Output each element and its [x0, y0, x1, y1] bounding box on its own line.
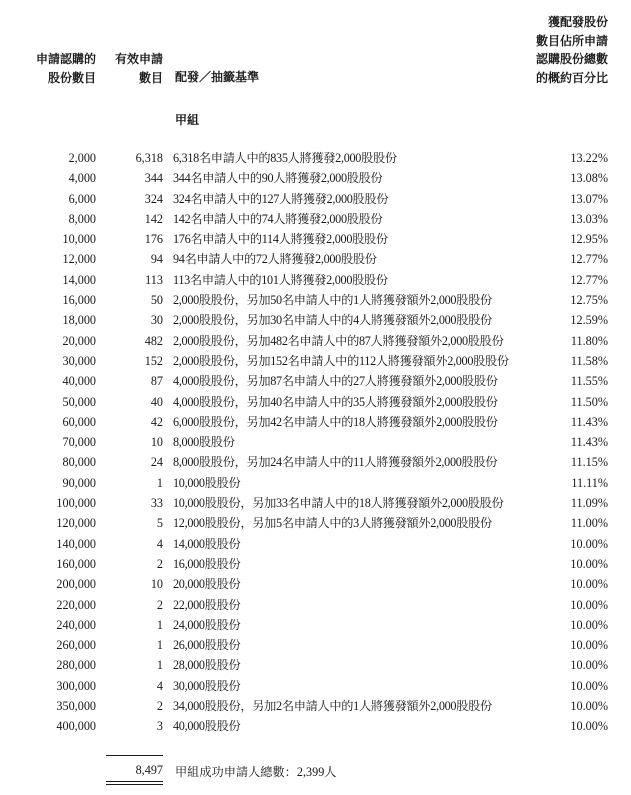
table-row: [18, 574, 608, 594]
table-row: [18, 452, 608, 472]
cell-spacer: [163, 270, 173, 290]
cell-spacer: [96, 290, 110, 310]
cell-spacer: [163, 452, 173, 472]
header-valid-applications-line2: 數目: [138, 70, 163, 85]
cell-spacer: [96, 310, 110, 330]
header-percentage-line3: 認購股份總數: [535, 52, 608, 66]
cell-percentage: 10.00%: [570, 536, 608, 551]
table-row: [18, 168, 608, 188]
cell-shares-applied: 10,000: [62, 232, 96, 247]
table-row: [18, 493, 608, 513]
cell-allocation-basis: 2,000股股份，另加30名申請人中的4人將獲發額外2,000股股份: [173, 313, 492, 328]
cell-spacer: [96, 412, 110, 432]
cell-spacer: [163, 595, 173, 615]
cell-spacer: [96, 676, 110, 696]
cell-percentage: 11.80%: [570, 333, 608, 348]
header-valid-applications: [110, 50, 163, 87]
cell-spacer: [96, 493, 110, 513]
cell-percentage: 11.58%: [570, 353, 608, 368]
cell-spacer: [96, 635, 110, 655]
cell-spacer: [163, 615, 173, 635]
cell-allocation-basis: 4,000股股份，另加40名申請人中的35人將獲發額外2,000股股份: [173, 394, 498, 409]
cell-allocation-basis: 94名申請人中的72人將獲發2,000股股份: [173, 252, 377, 267]
table-row: [18, 716, 608, 736]
cell-valid-applications: 40: [150, 394, 163, 409]
cell-percentage: 13.22%: [570, 151, 608, 165]
cell-spacer: [163, 696, 173, 716]
cell-shares-applied: 120,000: [56, 516, 96, 531]
table-row: [18, 392, 608, 412]
cell-allocation-basis: 28,000股股份: [173, 658, 241, 673]
cell-shares-applied: 16,000: [62, 293, 96, 308]
cell-spacer: [163, 168, 173, 188]
cell-spacer: [163, 655, 173, 675]
table-row: [18, 351, 608, 371]
cell-percentage: 10.00%: [570, 577, 608, 592]
cell-percentage: 10.00%: [570, 699, 608, 714]
cell-spacer: [96, 371, 110, 391]
cell-percentage: 12.95%: [570, 232, 608, 247]
cell-spacer: [96, 168, 110, 188]
cell-allocation-basis: 30,000股股份: [173, 678, 241, 693]
cell-spacer: [163, 635, 173, 655]
total-divider-top: [106, 755, 163, 756]
cell-spacer: [96, 270, 110, 290]
cell-shares-applied: 80,000: [62, 455, 96, 470]
cell-shares-applied: 350,000: [56, 699, 96, 714]
cell-percentage: 11.11%: [571, 475, 608, 490]
table-row: [18, 554, 608, 574]
cell-shares-applied: 220,000: [56, 597, 96, 612]
cell-shares-applied: 40,000: [62, 374, 96, 389]
cell-percentage: 12.77%: [570, 272, 608, 287]
cell-valid-applications: 10: [150, 435, 163, 450]
cell-valid-applications: 5: [156, 516, 163, 531]
cell-spacer: [163, 290, 173, 310]
cell-spacer: [163, 209, 173, 229]
cell-allocation-basis: 344名申請人中的90人將獲發2,000股股份: [173, 171, 383, 186]
cell-percentage: 11.09%: [570, 496, 608, 511]
group-label: 甲組: [175, 113, 200, 127]
cell-spacer: [96, 595, 110, 615]
cell-allocation-basis: 40,000股股份: [173, 719, 241, 734]
cell-allocation-basis: 24,000股股份: [173, 617, 241, 632]
cell-spacer: [96, 229, 110, 249]
header-percentage-line4: 的概約百分比: [535, 70, 608, 85]
cell-spacer: [96, 148, 110, 168]
cell-valid-applications: 30: [150, 313, 163, 328]
cell-spacer: [96, 513, 110, 533]
cell-spacer: [163, 513, 173, 533]
cell-percentage: 11.50%: [570, 394, 608, 409]
cell-allocation-basis: 113名申請人中的101人將獲發2,000股股份: [173, 272, 388, 287]
cell-allocation-basis: 22,000股股份: [173, 597, 241, 612]
cell-shares-applied: 240,000: [56, 617, 96, 632]
cell-percentage: 13.08%: [570, 171, 608, 186]
table-row: [18, 209, 608, 229]
cell-spacer: [163, 331, 173, 351]
cell-spacer: [96, 655, 110, 675]
cell-allocation-basis: 10,000股股份，另加33名申請人中的18人將獲發額外2,000股股份: [173, 496, 504, 511]
cell-spacer: [163, 473, 173, 493]
cell-shares-applied: 50,000: [62, 394, 96, 409]
table-row: [18, 676, 608, 696]
cell-spacer: [163, 534, 173, 554]
cell-valid-applications: 33: [150, 496, 163, 511]
cell-shares-applied: 12,000: [62, 252, 96, 267]
cell-spacer: [96, 432, 110, 452]
cell-allocation-basis: 8,000股股份，另加24名申請人中的11人將獲發額外2,000股股份: [173, 455, 498, 470]
cell-valid-applications: 1: [156, 475, 163, 490]
cell-shares-applied: 4,000: [68, 171, 96, 186]
header-percentage: [520, 13, 608, 87]
cell-spacer: [163, 432, 173, 452]
cell-valid-applications: 482: [144, 333, 163, 348]
cell-shares-applied: 90,000: [62, 475, 96, 490]
table-row: [18, 331, 608, 351]
header-shares-applied-line2: 股份數目: [47, 70, 96, 85]
header-valid-applications-line1: 有效申請: [114, 52, 163, 66]
cell-shares-applied: 18,000: [62, 313, 96, 328]
cell-spacer: [96, 716, 110, 736]
cell-shares-applied: 30,000: [62, 353, 96, 368]
cell-allocation-basis: 176名申請人中的114人將獲發2,000股股份: [173, 232, 388, 247]
cell-allocation-basis: 2,000股股份，另加50名申請人中的1人將獲發額外2,000股股份: [173, 293, 492, 308]
table-row: [18, 371, 608, 391]
cell-shares-applied: 160,000: [56, 556, 96, 571]
cell-spacer: [163, 189, 173, 209]
cell-shares-applied: 14,000: [62, 272, 96, 287]
cell-shares-applied: 280,000: [56, 658, 96, 673]
cell-spacer: [163, 249, 173, 269]
cell-valid-applications: 2: [156, 556, 163, 571]
cell-spacer: [96, 615, 110, 635]
cell-valid-applications: 113: [145, 272, 163, 287]
cell-valid-applications: 6,318: [135, 151, 163, 165]
cell-spacer: [163, 371, 173, 391]
cell-spacer: [163, 392, 173, 412]
cell-percentage: 11.00%: [570, 516, 608, 531]
cell-valid-applications: 4: [156, 678, 163, 693]
cell-valid-applications: 1: [156, 617, 163, 632]
header-basis-text: 配發／抽籤基準: [175, 70, 260, 84]
cell-valid-applications: 2: [156, 597, 163, 612]
cell-allocation-basis: 26,000股股份: [173, 638, 241, 653]
cell-spacer: [163, 229, 173, 249]
cell-valid-applications: 94: [150, 252, 163, 267]
cell-shares-applied: 400,000: [56, 719, 96, 734]
cell-spacer: [163, 412, 173, 432]
cell-spacer: [163, 554, 173, 574]
cell-spacer: [96, 473, 110, 493]
total-valid-applications: 8,497: [135, 763, 163, 777]
cell-valid-applications: 176: [144, 232, 163, 247]
table-row: [18, 635, 608, 655]
cell-shares-applied: 140,000: [56, 536, 96, 551]
cell-spacer: [96, 554, 110, 574]
cell-shares-applied: 200,000: [56, 577, 96, 592]
header-shares-applied-line1: 申請認購的: [35, 52, 96, 66]
cell-shares-applied: 100,000: [56, 496, 96, 511]
table-row: [18, 473, 608, 493]
table-row: [18, 189, 608, 209]
cell-shares-applied: 8,000: [68, 211, 96, 226]
cell-spacer: [163, 574, 173, 594]
cell-percentage: 10.00%: [570, 556, 608, 571]
cell-spacer: [96, 696, 110, 716]
cell-valid-applications: 42: [150, 414, 163, 429]
cell-valid-applications: 24: [150, 455, 163, 470]
cell-shares-applied: 300,000: [56, 678, 96, 693]
cell-spacer: [96, 249, 110, 269]
table-row: [18, 290, 608, 310]
table-row: [18, 229, 608, 249]
cell-spacer: [96, 351, 110, 371]
cell-valid-applications: 324: [144, 191, 163, 206]
cell-valid-applications: 152: [144, 353, 163, 368]
cell-valid-applications: 87: [150, 374, 163, 389]
cell-percentage: 11.55%: [570, 374, 608, 389]
cell-spacer: [96, 452, 110, 472]
cell-valid-applications: 2: [156, 699, 163, 714]
table-row: [18, 696, 608, 716]
cell-percentage: 10.00%: [570, 658, 608, 673]
table-row: [18, 615, 608, 635]
cell-shares-applied: 60,000: [62, 414, 96, 429]
cell-valid-applications: 10: [150, 577, 163, 592]
cell-allocation-basis: 34,000股股份，另加2名申請人中的1人將獲發額外2,000股股份: [173, 699, 492, 714]
cell-allocation-basis: 12,000股股份，另加5名申請人中的3人將獲發額外2,000股股份: [173, 516, 492, 531]
cell-valid-applications: 344: [144, 171, 163, 186]
cell-shares-applied: 70,000: [62, 435, 96, 450]
cell-allocation-basis: 10,000股股份: [173, 475, 241, 490]
cell-percentage: 10.00%: [570, 597, 608, 612]
table-row: [18, 432, 608, 452]
cell-percentage: 13.03%: [570, 211, 608, 226]
cell-allocation-basis: 14,000股股份: [173, 536, 241, 551]
cell-shares-applied: 260,000: [56, 638, 96, 653]
cell-spacer: [163, 310, 173, 330]
cell-valid-applications: 3: [156, 719, 163, 734]
cell-percentage: 10.00%: [570, 617, 608, 632]
cell-allocation-basis: 6,000股股份，另加42名申請人中的18人將獲發額外2,000股股份: [173, 414, 498, 429]
cell-spacer: [96, 534, 110, 554]
cell-percentage: 12.59%: [570, 313, 608, 328]
cell-allocation-basis: 16,000股股份: [173, 556, 241, 571]
cell-spacer: [163, 148, 173, 168]
cell-percentage: 12.77%: [570, 252, 608, 267]
total-successful-applicants: 甲組成功申請人總數：2,399人: [175, 765, 337, 779]
table-row: [18, 655, 608, 675]
table-row: [18, 148, 608, 168]
allocation-table: [18, 148, 608, 737]
cell-spacer: [96, 574, 110, 594]
cell-percentage: 13.07%: [570, 191, 608, 206]
allocation-table-body: [18, 148, 608, 737]
cell-percentage: 12.75%: [570, 293, 608, 308]
header-percentage-line1: 獲配發股份: [547, 15, 608, 29]
cell-valid-applications: 4: [156, 536, 163, 551]
cell-percentage: 11.43%: [570, 414, 608, 429]
cell-allocation-basis: 2,000股股份，另加482名申請人中的87人將獲發額外2,000股股份: [173, 333, 504, 348]
table-row: [18, 310, 608, 330]
cell-shares-applied: 2,000: [68, 151, 96, 165]
total-divider-bottom-1: [106, 781, 163, 782]
cell-valid-applications: 1: [156, 638, 163, 653]
cell-spacer: [96, 331, 110, 351]
cell-allocation-basis: 142名申請人中的74人將獲發2,000股股份: [173, 211, 383, 226]
header-percentage-line2: 數目佔所申請: [535, 33, 608, 48]
cell-spacer: [163, 351, 173, 371]
cell-shares-applied: 6,000: [68, 191, 96, 206]
cell-valid-applications: 1: [156, 658, 163, 673]
cell-spacer: [163, 716, 173, 736]
cell-spacer: [96, 189, 110, 209]
cell-spacer: [96, 392, 110, 412]
table-row: [18, 412, 608, 432]
cell-percentage: 10.00%: [570, 638, 608, 653]
cell-allocation-basis: 6,318名申請人中的835人將獲發2,000股股份: [173, 151, 397, 165]
cell-allocation-basis: 4,000股股份，另加87名申請人中的27人將獲發額外2,000股股份: [173, 374, 498, 389]
cell-percentage: 10.00%: [570, 678, 608, 693]
header-shares-applied: [18, 50, 96, 87]
table-row: [18, 270, 608, 290]
cell-spacer: [96, 209, 110, 229]
table-row: [18, 595, 608, 615]
cell-allocation-basis: 324名申請人中的127人將獲發2,000股股份: [173, 191, 389, 206]
cell-allocation-basis: 2,000股股份，另加152名申請人中的112人將獲發額外2,000股股份: [173, 353, 509, 368]
cell-spacer: [163, 493, 173, 513]
table-row: [18, 534, 608, 554]
cell-valid-applications: 50: [150, 293, 163, 308]
cell-allocation-basis: 20,000股股份: [173, 577, 241, 592]
cell-shares-applied: 20,000: [62, 333, 96, 348]
cell-percentage: 10.00%: [570, 719, 608, 734]
table-row: [18, 249, 608, 269]
cell-valid-applications: 142: [144, 211, 163, 226]
header-basis: [175, 68, 259, 87]
cell-percentage: 11.15%: [570, 455, 608, 470]
cell-allocation-basis: 8,000股股份: [173, 435, 235, 450]
cell-percentage: 11.43%: [570, 435, 608, 450]
total-divider-bottom-2: [106, 784, 163, 785]
table-row: [18, 513, 608, 533]
cell-spacer: [163, 676, 173, 696]
